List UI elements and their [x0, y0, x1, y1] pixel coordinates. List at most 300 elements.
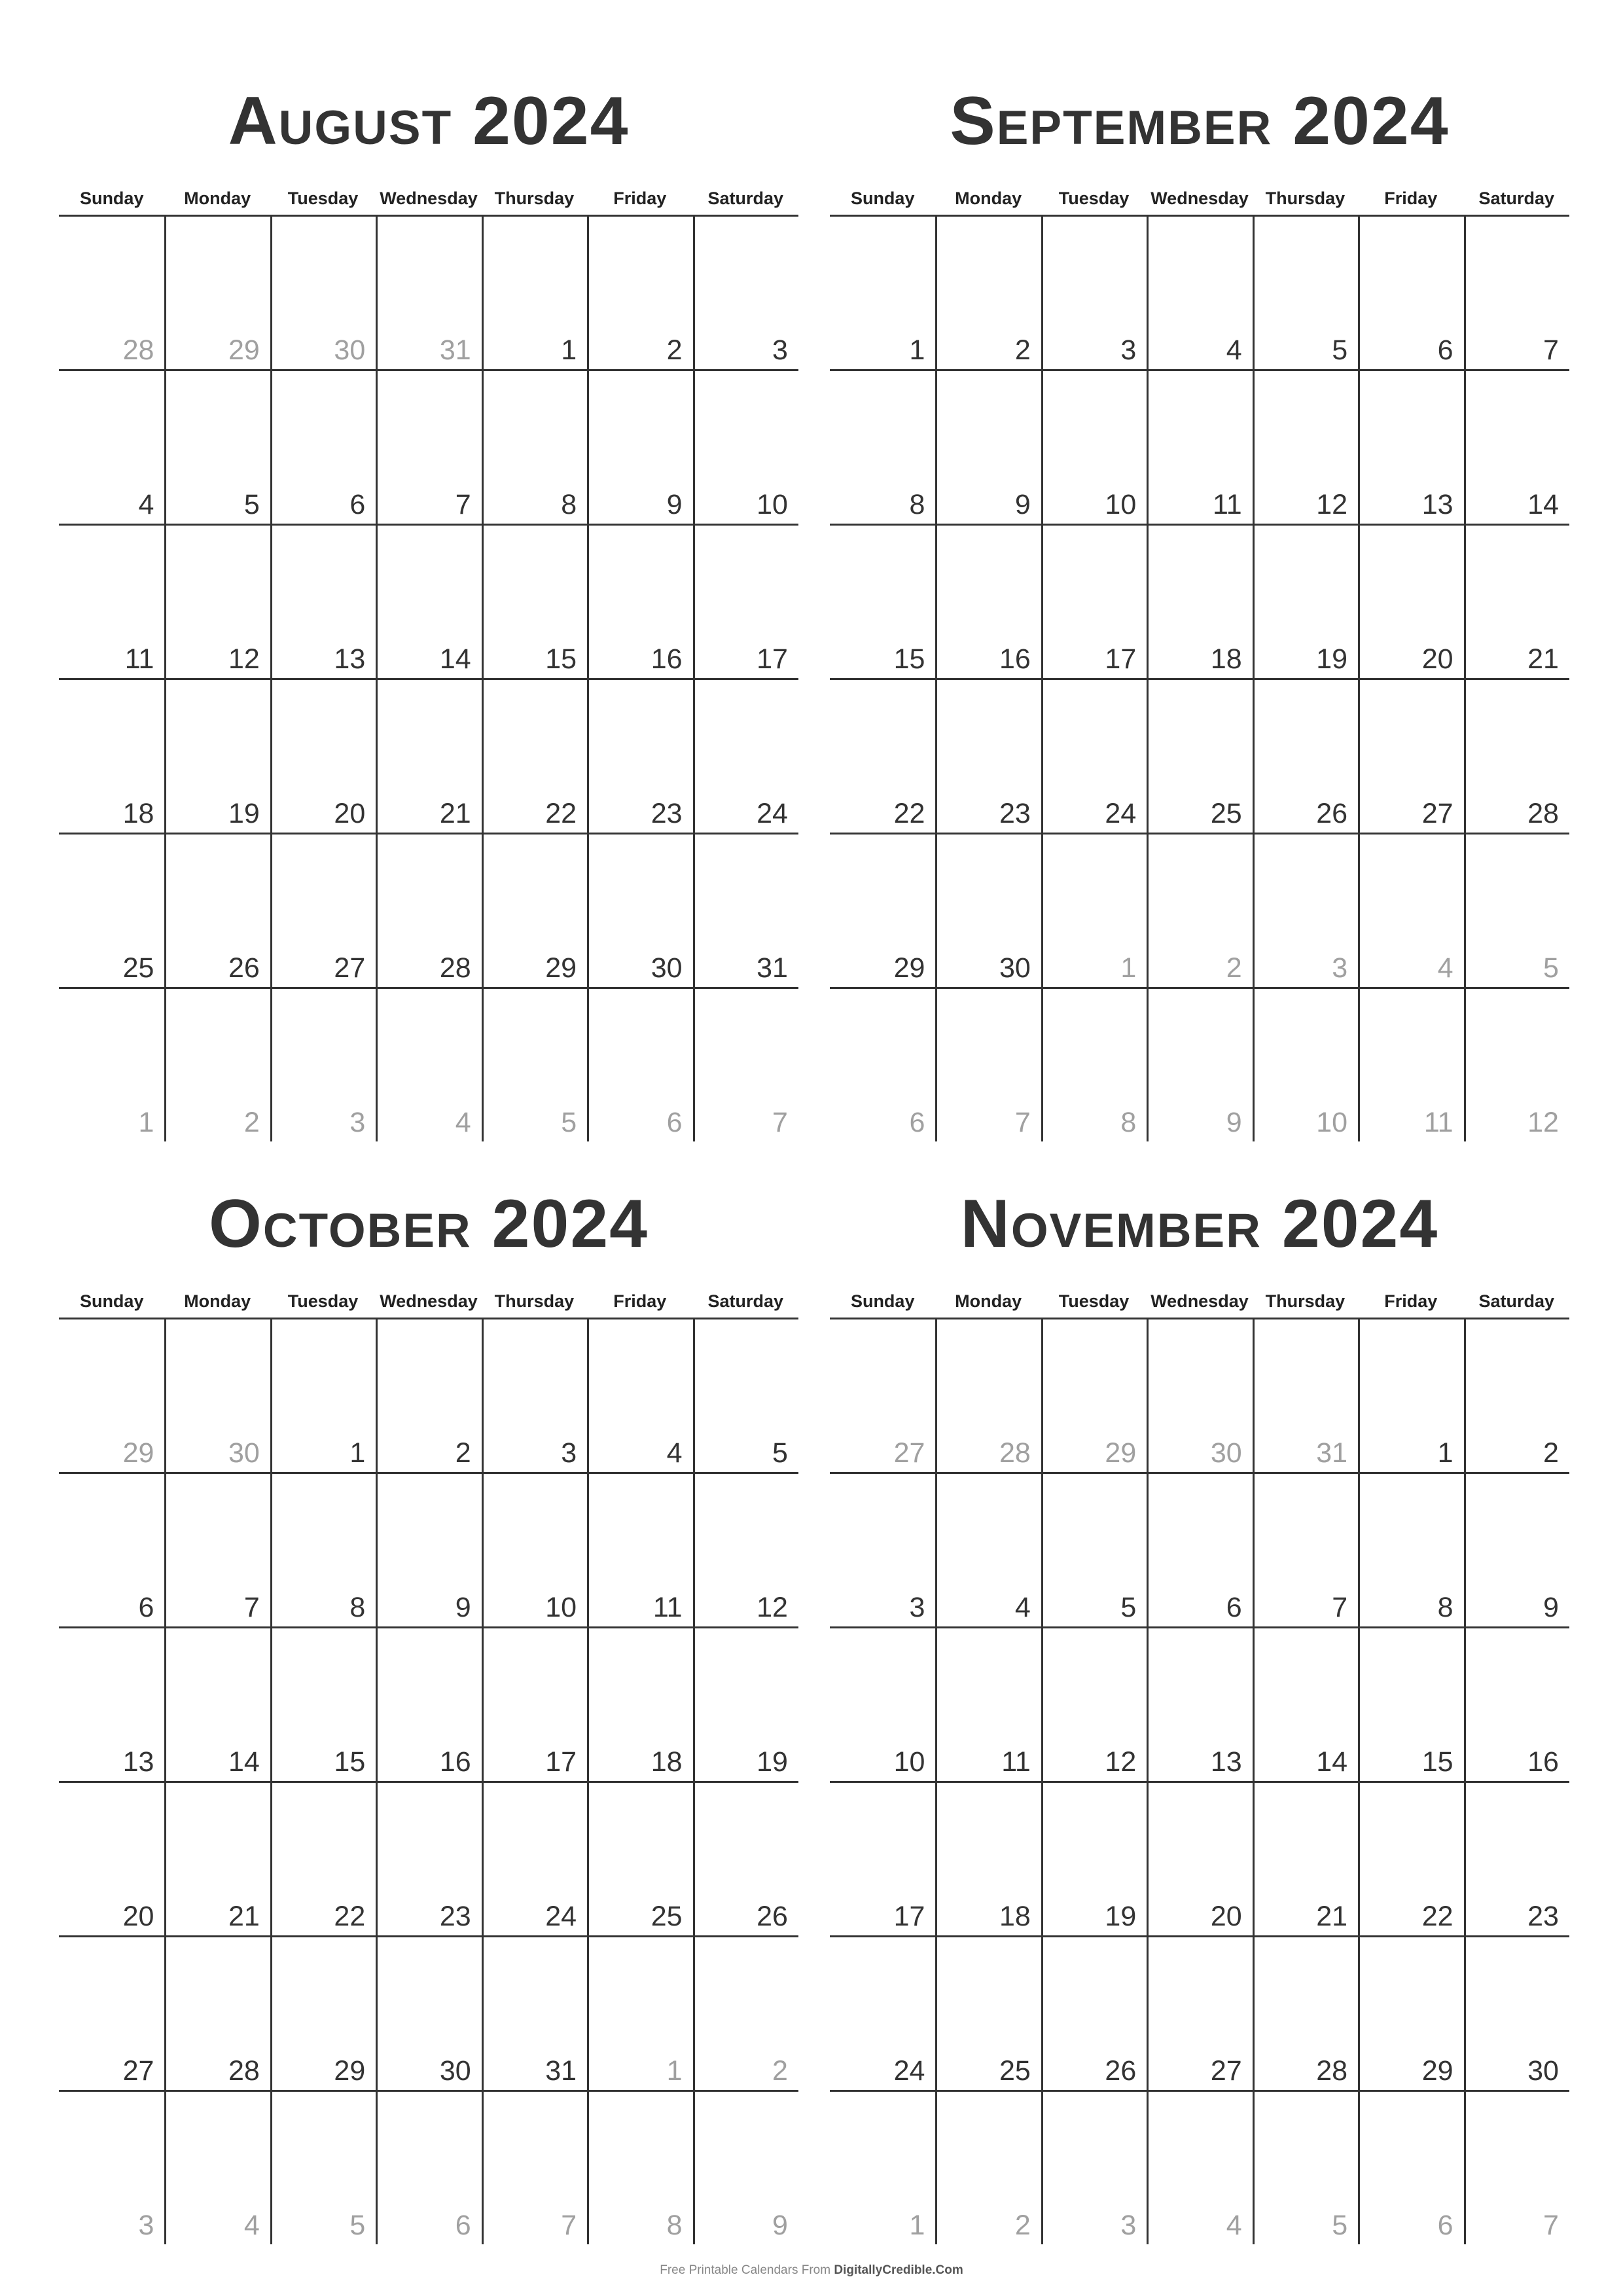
day-cell-adjacent-month: [830, 1319, 935, 1472]
week-row: [830, 524, 1569, 678]
day-cell-adjacent-month: [1464, 2092, 1569, 2244]
weekday-label: Tuesday: [287, 1291, 359, 1311]
day-cell-adjacent-month: [376, 989, 481, 1141]
day-cell: [935, 1474, 1041, 1626]
day-cell: [482, 1319, 587, 1472]
day-cell: [1041, 1937, 1147, 2090]
weekday-label: Thursday: [1265, 188, 1346, 208]
month-grid: [830, 215, 1569, 1141]
day-number: 28: [999, 1437, 1031, 1469]
day-number: 28: [122, 334, 154, 366]
day-number: 29: [545, 952, 577, 984]
day-number: 5: [1332, 334, 1348, 366]
day-cell: [482, 1628, 587, 1781]
day-number: 30: [334, 334, 366, 366]
day-number: 1: [909, 2210, 925, 2241]
day-cell: [270, 1783, 376, 1935]
weekday-label: Monday: [955, 188, 1022, 208]
day-number: 11: [1213, 489, 1242, 520]
day-cell: [1358, 680, 1463, 833]
day-number: 23: [1527, 1901, 1559, 1932]
day-cell-adjacent-month: [59, 1319, 164, 1472]
week-row: [830, 1626, 1569, 1781]
day-cell: [830, 371, 935, 524]
day-number: 13: [1210, 1746, 1242, 1778]
day-number: 7: [1332, 1592, 1348, 1623]
day-number: 28: [1316, 2055, 1348, 2087]
day-cell-adjacent-month: [59, 217, 164, 369]
day-cell: [693, 680, 798, 833]
day-cell-adjacent-month: [693, 1937, 798, 2090]
day-number: 2: [666, 334, 683, 366]
week-row: [59, 987, 798, 1141]
day-number: 30: [999, 952, 1031, 984]
day-cell-adjacent-month: [482, 2092, 587, 2244]
day-cell: [482, 217, 587, 369]
day-cell: [830, 834, 935, 987]
day-number: 19: [1316, 643, 1348, 675]
day-cell-adjacent-month: [482, 989, 587, 1141]
day-number: 25: [122, 952, 154, 984]
weekday-label: Thursday: [494, 1291, 575, 1311]
day-cell: [1041, 1474, 1147, 1626]
weekday-label: Saturday: [1478, 1291, 1555, 1311]
day-cell: [1041, 371, 1147, 524]
day-cell-adjacent-month: [587, 1937, 692, 2090]
day-cell: [376, 1628, 481, 1781]
day-number: 22: [1421, 1901, 1454, 1932]
day-number: 2: [772, 2055, 788, 2087]
day-cell: [1041, 217, 1147, 369]
day-number: 30: [228, 1437, 260, 1469]
day-cell-adjacent-month: [1358, 834, 1463, 987]
day-cell: [830, 1783, 935, 1935]
day-number: 7: [1014, 1107, 1031, 1138]
day-cell: [270, 1937, 376, 2090]
day-cell: [1147, 1474, 1252, 1626]
day-cell: [59, 371, 164, 524]
day-cell-adjacent-month: [1041, 2092, 1147, 2244]
day-cell: [935, 371, 1041, 524]
day-number: 30: [651, 952, 683, 984]
day-number: 15: [1421, 1746, 1454, 1778]
weekday-label: Monday: [955, 1291, 1022, 1311]
day-cell: [1464, 1937, 1569, 2090]
day-number: 22: [334, 1901, 366, 1932]
day-cell: [164, 834, 270, 987]
day-number: 24: [545, 1901, 577, 1932]
day-cell: [376, 526, 481, 678]
day-cell-adjacent-month: [1253, 834, 1358, 987]
weekday-header: [59, 182, 798, 215]
day-cell: [1464, 1319, 1569, 1472]
day-cell: [376, 1319, 481, 1472]
day-number: 27: [122, 2055, 154, 2087]
weekday-label: Wednesday: [380, 188, 478, 208]
day-cell: [587, 526, 692, 678]
day-cell: [693, 526, 798, 678]
day-number: 26: [757, 1901, 788, 1932]
day-number: 16: [1527, 1746, 1559, 1778]
day-number: 4: [1226, 2210, 1242, 2241]
weekday-label: Friday: [613, 188, 667, 208]
day-number: 9: [772, 2210, 788, 2241]
day-cell: [1464, 371, 1569, 524]
day-cell-adjacent-month: [1464, 989, 1569, 1141]
day-cell: [1464, 1628, 1569, 1781]
day-cell: [1253, 1474, 1358, 1626]
week-row: [59, 1626, 798, 1781]
day-cell: [1358, 1628, 1463, 1781]
day-number: 24: [1105, 798, 1137, 829]
day-number: 18: [651, 1746, 683, 1778]
day-cell: [1041, 680, 1147, 833]
day-number: 10: [893, 1746, 925, 1778]
day-number: 3: [909, 1592, 925, 1623]
day-cell: [376, 1783, 481, 1935]
month-grid: [59, 215, 798, 1141]
weekday-label: Tuesday: [1058, 1291, 1130, 1311]
day-cell: [59, 1474, 164, 1626]
day-cell-adjacent-month: [587, 2092, 692, 2244]
day-cell: [1358, 1783, 1463, 1935]
day-cell: [376, 1937, 481, 2090]
day-cell: [164, 526, 270, 678]
day-cell: [270, 1474, 376, 1626]
day-number: 15: [545, 643, 577, 675]
day-cell-adjacent-month: [830, 2092, 935, 2244]
day-number: 3: [1120, 334, 1137, 366]
day-number: 31: [1316, 1437, 1348, 1469]
day-number: 5: [561, 1107, 577, 1138]
day-cell: [693, 1783, 798, 1935]
day-number: 9: [666, 489, 683, 520]
day-cell: [482, 1937, 587, 2090]
day-cell: [1253, 371, 1358, 524]
day-cell: [830, 1937, 935, 2090]
day-number: 14: [1316, 1746, 1348, 1778]
day-number: 8: [1120, 1107, 1137, 1138]
day-cell: [935, 1628, 1041, 1781]
day-number: 20: [1210, 1901, 1242, 1932]
day-cell: [587, 834, 692, 987]
day-number: 4: [1226, 334, 1242, 366]
week-row: [59, 369, 798, 524]
day-cell: [482, 1783, 587, 1935]
day-cell: [376, 834, 481, 987]
week-row: [59, 1318, 798, 1472]
day-number: 16: [651, 643, 683, 675]
day-cell: [587, 1319, 692, 1472]
day-cell: [270, 371, 376, 524]
weekday-label: Monday: [184, 1291, 251, 1311]
day-number: 19: [757, 1746, 788, 1778]
day-cell: [1041, 526, 1147, 678]
week-row: [830, 1935, 1569, 2090]
day-number: 8: [909, 489, 925, 520]
day-number: 23: [651, 798, 683, 829]
day-number: 6: [349, 489, 366, 520]
day-number: 29: [1421, 2055, 1454, 2087]
day-cell-adjacent-month: [164, 989, 270, 1141]
day-number: 1: [1437, 1437, 1454, 1469]
day-number: 3: [349, 1107, 366, 1138]
day-number: 29: [893, 952, 925, 984]
day-number: 18: [1210, 643, 1242, 675]
day-number: 5: [1543, 952, 1559, 984]
day-cell: [1147, 526, 1252, 678]
week-row: [59, 678, 798, 833]
day-cell: [59, 1628, 164, 1781]
footer-credit: [0, 2263, 1623, 2278]
day-number: 13: [1421, 489, 1454, 520]
day-number: 30: [1210, 1437, 1242, 1469]
day-number: 31: [545, 2055, 577, 2087]
day-cell-adjacent-month: [1041, 834, 1147, 987]
day-number: 5: [243, 489, 260, 520]
weekday-header: [59, 1285, 798, 1318]
day-cell-adjacent-month: [1147, 834, 1252, 987]
day-cell: [270, 526, 376, 678]
day-cell: [1464, 680, 1569, 833]
day-number: 27: [893, 1437, 925, 1469]
day-cell: [1147, 1783, 1252, 1935]
day-cell: [693, 217, 798, 369]
day-number: 1: [561, 334, 577, 366]
day-number: 27: [334, 952, 366, 984]
month-title: August 2024: [228, 83, 630, 159]
day-cell: [693, 1474, 798, 1626]
day-cell-adjacent-month: [1358, 989, 1463, 1141]
day-number: 20: [1421, 643, 1454, 675]
day-cell-adjacent-month: [270, 2092, 376, 2244]
weekday-header: [830, 1285, 1569, 1318]
day-cell-adjacent-month: [1147, 989, 1252, 1141]
day-cell-adjacent-month: [1358, 2092, 1463, 2244]
day-number: 23: [999, 798, 1031, 829]
day-number: 6: [1437, 334, 1454, 366]
week-row: [59, 1472, 798, 1626]
day-cell: [830, 1628, 935, 1781]
day-cell: [1464, 1783, 1569, 1935]
day-cell: [587, 1783, 692, 1935]
day-number: 10: [1316, 1107, 1348, 1138]
day-cell: [1147, 1937, 1252, 2090]
day-number: 4: [455, 1107, 471, 1138]
day-number: 30: [439, 2055, 471, 2087]
day-number: 1: [138, 1107, 154, 1138]
day-cell: [830, 526, 935, 678]
day-number: 12: [228, 643, 260, 675]
day-number: 10: [545, 1592, 577, 1623]
day-number: 17: [893, 1901, 925, 1932]
day-number: 11: [1423, 1107, 1454, 1138]
month-title: September 2024: [950, 83, 1450, 159]
day-cell: [1358, 1474, 1463, 1626]
week-row: [59, 215, 798, 369]
day-number: 16: [439, 1746, 471, 1778]
day-number: 26: [1316, 798, 1348, 829]
day-number: 3: [1332, 952, 1348, 984]
day-number: 3: [138, 2210, 154, 2241]
day-number: 12: [757, 1592, 788, 1623]
day-number: 20: [334, 798, 366, 829]
day-number: 1: [909, 334, 925, 366]
day-cell-adjacent-month: [1253, 2092, 1358, 2244]
day-number: 19: [228, 798, 260, 829]
day-number: 29: [1105, 1437, 1137, 1469]
weekday-label: Saturday: [707, 188, 784, 208]
day-cell: [587, 371, 692, 524]
day-number: 29: [122, 1437, 154, 1469]
day-number: 7: [772, 1107, 788, 1138]
day-number: 8: [349, 1592, 366, 1623]
day-cell: [164, 371, 270, 524]
day-number: 21: [1527, 643, 1559, 675]
day-number: 14: [1527, 489, 1559, 520]
day-number: 14: [228, 1746, 260, 1778]
week-row: [830, 987, 1569, 1141]
day-cell: [935, 1783, 1041, 1935]
day-cell-adjacent-month: [935, 2092, 1041, 2244]
weekday-label: Sunday: [79, 1291, 144, 1311]
day-number: 2: [1226, 952, 1242, 984]
day-cell: [587, 680, 692, 833]
weekday-label: Saturday: [1478, 188, 1555, 208]
day-number: 19: [1105, 1901, 1137, 1932]
day-cell: [1253, 1628, 1358, 1781]
week-row: [830, 369, 1569, 524]
week-row: [59, 833, 798, 987]
day-cell: [1253, 217, 1358, 369]
day-number: 8: [666, 2210, 683, 2241]
day-cell-adjacent-month: [376, 2092, 481, 2244]
day-cell: [1253, 526, 1358, 678]
day-number: 11: [124, 643, 154, 675]
day-number: 25: [651, 1901, 683, 1932]
weekday-label: Thursday: [1265, 1291, 1346, 1311]
day-number: 6: [1226, 1592, 1242, 1623]
weekday-label: Sunday: [850, 188, 915, 208]
day-number: 6: [1437, 2210, 1454, 2241]
weekday-label: Wednesday: [1150, 188, 1249, 208]
weekday-label: Saturday: [707, 1291, 784, 1311]
day-cell: [1464, 526, 1569, 678]
day-number: 5: [349, 2210, 366, 2241]
day-number: 10: [757, 489, 788, 520]
day-number: 4: [666, 1437, 683, 1469]
day-number: 21: [439, 798, 471, 829]
day-cell-adjacent-month: [935, 1319, 1041, 1472]
day-cell: [482, 680, 587, 833]
day-cell: [693, 834, 798, 987]
day-cell: [1464, 1474, 1569, 1626]
day-cell: [59, 1783, 164, 1935]
day-number: 9: [1226, 1107, 1242, 1138]
week-row: [59, 2090, 798, 2244]
day-cell: [1147, 371, 1252, 524]
weekday-label: Wednesday: [1150, 1291, 1249, 1311]
day-number: 14: [439, 643, 471, 675]
day-number: 25: [999, 2055, 1031, 2087]
footer-prefix: Free Printable Calendars From: [660, 2263, 834, 2277]
footer-site-link[interactable]: DigitallyCredible.Com: [834, 2263, 963, 2277]
day-cell: [376, 1474, 481, 1626]
day-number: 7: [561, 2210, 577, 2241]
weekday-label: Sunday: [79, 188, 144, 208]
day-cell-adjacent-month: [164, 217, 270, 369]
day-number: 16: [999, 643, 1031, 675]
day-number: 2: [1014, 2210, 1031, 2241]
day-cell: [482, 526, 587, 678]
day-cell-adjacent-month: [693, 2092, 798, 2244]
day-number: 2: [243, 1107, 260, 1138]
day-number: 26: [1105, 2055, 1137, 2087]
day-number: 13: [334, 643, 366, 675]
week-row: [830, 2090, 1569, 2244]
weekday-header: [830, 182, 1569, 215]
day-number: 13: [122, 1746, 154, 1778]
day-number: 24: [757, 798, 788, 829]
day-cell: [1041, 1628, 1147, 1781]
day-number: 18: [999, 1901, 1031, 1932]
day-number: 5: [1120, 1592, 1137, 1623]
day-cell-adjacent-month: [59, 2092, 164, 2244]
day-number: 4: [243, 2210, 260, 2241]
weekday-label: Tuesday: [287, 188, 359, 208]
day-number: 29: [334, 2055, 366, 2087]
weekday-label: Friday: [613, 1291, 667, 1311]
day-cell: [1253, 680, 1358, 833]
day-cell: [1041, 1783, 1147, 1935]
day-cell-adjacent-month: [1041, 989, 1147, 1141]
day-number: 7: [243, 1592, 260, 1623]
day-cell-adjacent-month: [270, 217, 376, 369]
day-number: 2: [455, 1437, 471, 1469]
day-cell: [376, 680, 481, 833]
day-cell: [270, 834, 376, 987]
day-number: 23: [439, 1901, 471, 1932]
day-number: 17: [545, 1746, 577, 1778]
day-cell: [830, 217, 935, 369]
day-cell: [1253, 1937, 1358, 2090]
day-cell-adjacent-month: [1041, 1319, 1147, 1472]
day-number: 8: [1437, 1592, 1454, 1623]
day-cell: [482, 371, 587, 524]
day-cell: [1147, 217, 1252, 369]
day-number: 11: [652, 1592, 683, 1623]
day-cell: [270, 1628, 376, 1781]
day-cell: [164, 1628, 270, 1781]
day-cell: [935, 217, 1041, 369]
day-number: 11: [1001, 1746, 1031, 1778]
day-number: 27: [1421, 798, 1454, 829]
day-number: 21: [1316, 1901, 1348, 1932]
day-number: 28: [1527, 798, 1559, 829]
day-cell: [376, 371, 481, 524]
day-number: 18: [122, 798, 154, 829]
day-number: 28: [228, 2055, 260, 2087]
week-row: [830, 215, 1569, 369]
day-number: 6: [455, 2210, 471, 2241]
weekday-label: Monday: [184, 188, 251, 208]
day-cell-adjacent-month: [1464, 834, 1569, 987]
day-number: 3: [772, 334, 788, 366]
day-number: 6: [666, 1107, 683, 1138]
day-number: 1: [666, 2055, 683, 2087]
month-grid: [830, 1318, 1569, 2244]
day-cell: [164, 1474, 270, 1626]
